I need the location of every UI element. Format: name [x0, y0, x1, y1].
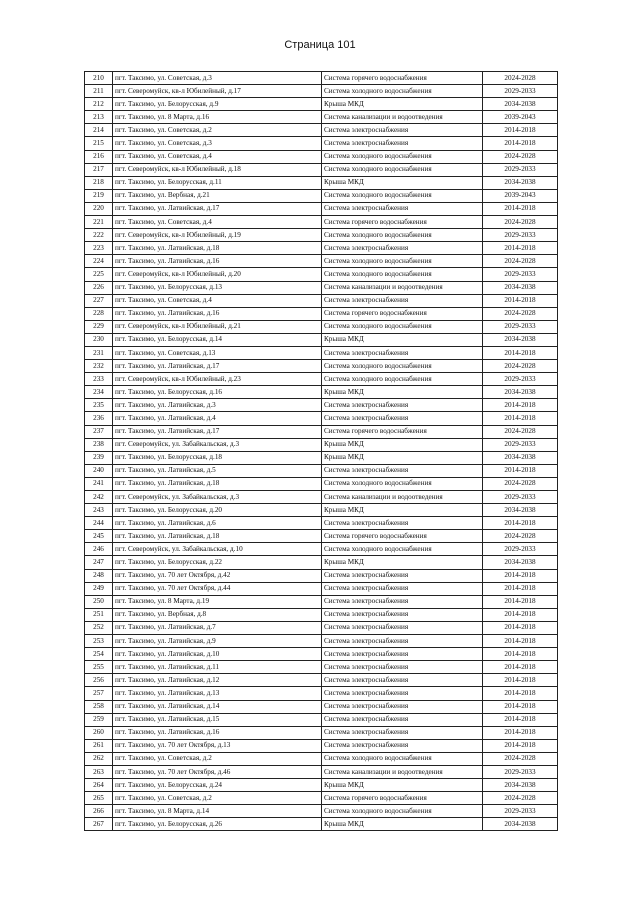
table-row	[85, 726, 558, 739]
period-cell: 2014-2018	[483, 635, 558, 648]
period-cell: 2029-2033	[483, 438, 558, 451]
address-cell: пгт. Таксимо, ул. Белорусская, д.9	[113, 98, 322, 111]
row-number: 262	[85, 752, 113, 765]
row-number: 217	[85, 163, 113, 176]
period-cell: 2024-2028	[483, 360, 558, 373]
period-cell: 2014-2018	[483, 726, 558, 739]
period-cell: 2029-2033	[483, 765, 558, 778]
address-cell: пгт. Таксимо, ул. Белорусская, д.20	[113, 504, 322, 517]
period-cell: 2034-2038	[483, 504, 558, 517]
table-row	[85, 792, 558, 805]
row-number: 267	[85, 818, 113, 831]
table-row	[85, 163, 558, 176]
table-row	[85, 242, 558, 255]
table-row	[85, 582, 558, 595]
row-number: 242	[85, 491, 113, 504]
period-cell: 2024-2028	[483, 255, 558, 268]
row-number: 265	[85, 792, 113, 805]
address-cell: пгт. Таксимо, ул. Белорусская, д.22	[113, 556, 322, 569]
table-row	[85, 360, 558, 373]
period-cell: 2034-2038	[483, 176, 558, 189]
period-cell: 2014-2018	[483, 569, 558, 582]
period-cell: 2014-2018	[483, 124, 558, 137]
row-number: 225	[85, 268, 113, 281]
period-cell: 2014-2018	[483, 517, 558, 530]
address-cell: пгт. Таксимо, ул. Латвийская, д.14	[113, 700, 322, 713]
system-cell: Система канализации и водоотведения	[322, 491, 483, 504]
address-cell: пгт. Таксимо, ул. Латвийская, д.17	[113, 425, 322, 438]
period-cell: 2024-2028	[483, 477, 558, 490]
system-cell: Система холодного водоснабжения	[322, 163, 483, 176]
table-row	[85, 739, 558, 752]
system-cell: Система холодного водоснабжения	[322, 373, 483, 386]
table-row	[85, 111, 558, 124]
address-cell: пгт. Северомуйск, кв-л Юбилейный, д.20	[113, 268, 322, 281]
system-cell: Система холодного водоснабжения	[322, 255, 483, 268]
table-row	[85, 425, 558, 438]
system-cell: Система холодного водоснабжения	[322, 189, 483, 202]
system-cell: Система холодного водоснабжения	[322, 752, 483, 765]
row-number: 241	[85, 477, 113, 490]
system-cell: Система холодного водоснабжения	[322, 85, 483, 98]
row-number: 263	[85, 765, 113, 778]
table-row	[85, 451, 558, 464]
system-cell: Система электроснабжения	[322, 661, 483, 674]
table-row	[85, 595, 558, 608]
address-cell: пгт. Таксимо, ул. 70 лет Октября, д.13	[113, 739, 322, 752]
schedule-table	[84, 71, 558, 831]
table-row	[85, 752, 558, 765]
system-cell: Система электроснабжения	[322, 124, 483, 137]
system-cell: Система канализации и водоотведения	[322, 765, 483, 778]
row-number: 210	[85, 72, 113, 85]
address-cell: пгт. Таксимо, ул. Белорусская, д.18	[113, 451, 322, 464]
address-cell: пгт. Северомуйск, ул. Забайкальская, д.3	[113, 491, 322, 504]
period-cell: 2014-2018	[483, 202, 558, 215]
address-cell: пгт. Северомуйск, кв-л Юбилейный, д.18	[113, 163, 322, 176]
row-number: 219	[85, 189, 113, 202]
row-number: 223	[85, 242, 113, 255]
system-cell: Крыша МКД	[322, 451, 483, 464]
table-row	[85, 765, 558, 778]
address-cell: пгт. Таксимо, ул. Советская, д.4	[113, 216, 322, 229]
system-cell: Система холодного водоснабжения	[322, 268, 483, 281]
period-cell: 2014-2018	[483, 346, 558, 359]
table-row	[85, 464, 558, 477]
period-cell: 2024-2028	[483, 216, 558, 229]
address-cell: пгт. Таксимо, ул. Советская, д.4	[113, 150, 322, 163]
row-number: 240	[85, 464, 113, 477]
row-number: 228	[85, 307, 113, 320]
system-cell: Система холодного водоснабжения	[322, 360, 483, 373]
row-number: 258	[85, 700, 113, 713]
address-cell: пгт. Таксимо, ул. Советская, д.2	[113, 792, 322, 805]
row-number: 261	[85, 739, 113, 752]
row-number: 250	[85, 595, 113, 608]
period-cell: 2014-2018	[483, 608, 558, 621]
period-cell: 2029-2033	[483, 163, 558, 176]
table-row	[85, 713, 558, 726]
table-row	[85, 412, 558, 425]
row-number: 239	[85, 451, 113, 464]
row-number: 222	[85, 229, 113, 242]
table-row	[85, 307, 558, 320]
period-cell: 2029-2033	[483, 320, 558, 333]
row-number: 229	[85, 320, 113, 333]
address-cell: пгт. Таксимо, ул. 70 лет Октября, д.42	[113, 569, 322, 582]
table-row	[85, 556, 558, 569]
table-row	[85, 229, 558, 242]
period-cell: 2024-2028	[483, 72, 558, 85]
system-cell: Система электроснабжения	[322, 582, 483, 595]
row-number: 211	[85, 85, 113, 98]
row-number: 220	[85, 202, 113, 215]
table-row	[85, 399, 558, 412]
system-cell: Система канализации и водоотведения	[322, 111, 483, 124]
table-row	[85, 818, 558, 831]
address-cell: пгт. Таксимо, ул. Латвийская, д.4	[113, 412, 322, 425]
address-cell: пгт. Таксимо, ул. Латвийская, д.7	[113, 621, 322, 634]
period-cell: 2024-2028	[483, 530, 558, 543]
address-cell: пгт. Таксимо, ул. Белорусская, д.16	[113, 386, 322, 399]
table-row	[85, 333, 558, 346]
system-cell: Система электроснабжения	[322, 713, 483, 726]
address-cell: пгт. Таксимо, ул. Латвийская, д.13	[113, 687, 322, 700]
period-cell: 2014-2018	[483, 242, 558, 255]
table-row	[85, 621, 558, 634]
row-number: 216	[85, 150, 113, 163]
address-cell: пгт. Северомуйск, ул. Забайкальская, д.3	[113, 438, 322, 451]
row-number: 235	[85, 399, 113, 412]
row-number: 257	[85, 687, 113, 700]
system-cell: Крыша МКД	[322, 98, 483, 111]
table-row	[85, 72, 558, 85]
address-cell: пгт. Таксимо, ул. Латвийская, д.3	[113, 399, 322, 412]
row-number: 264	[85, 779, 113, 792]
row-number: 256	[85, 674, 113, 687]
address-cell: пгт. Таксимо, ул. Вербная, д.21	[113, 189, 322, 202]
table-row	[85, 477, 558, 490]
period-cell: 2014-2018	[483, 595, 558, 608]
system-cell: Система электроснабжения	[322, 687, 483, 700]
table-row	[85, 661, 558, 674]
period-cell: 2014-2018	[483, 648, 558, 661]
table-row	[85, 320, 558, 333]
address-cell: пгт. Таксимо, ул. 8 Марта, д.19	[113, 595, 322, 608]
system-cell: Крыша МКД	[322, 818, 483, 831]
row-number: 231	[85, 346, 113, 359]
system-cell: Крыша МКД	[322, 504, 483, 517]
table-row	[85, 150, 558, 163]
address-cell: пгт. Таксимо, ул. Советская, д.4	[113, 294, 322, 307]
address-cell: пгт. Таксимо, ул. Латвийская, д.18	[113, 242, 322, 255]
system-cell: Система холодного водоснабжения	[322, 477, 483, 490]
table-row	[85, 687, 558, 700]
address-cell: пгт. Таксимо, ул. 70 лет Октября, д.46	[113, 765, 322, 778]
system-cell: Система электроснабжения	[322, 674, 483, 687]
period-cell: 2024-2028	[483, 752, 558, 765]
table-row	[85, 346, 558, 359]
system-cell: Система электроснабжения	[322, 517, 483, 530]
system-cell: Система электроснабжения	[322, 137, 483, 150]
system-cell: Система горячего водоснабжения	[322, 72, 483, 85]
address-cell: пгт. Таксимо, ул. Советская, д.2	[113, 124, 322, 137]
address-cell: пгт. Таксимо, ул. Латвийская, д.5	[113, 464, 322, 477]
system-cell: Крыша МКД	[322, 176, 483, 189]
row-number: 266	[85, 805, 113, 818]
period-cell: 2034-2038	[483, 779, 558, 792]
row-number: 244	[85, 517, 113, 530]
row-number: 236	[85, 412, 113, 425]
system-cell: Крыша МКД	[322, 333, 483, 346]
table-row	[85, 700, 558, 713]
period-cell: 2014-2018	[483, 412, 558, 425]
row-number: 249	[85, 582, 113, 595]
system-cell: Система электроснабжения	[322, 700, 483, 713]
period-cell: 2029-2033	[483, 373, 558, 386]
period-cell: 2034-2038	[483, 386, 558, 399]
address-cell: пгт. Таксимо, ул. Советская, д.2	[113, 752, 322, 765]
table-row	[85, 608, 558, 621]
period-cell: 2024-2028	[483, 307, 558, 320]
table-row	[85, 202, 558, 215]
table-row	[85, 779, 558, 792]
period-cell: 2014-2018	[483, 713, 558, 726]
table-row	[85, 386, 558, 399]
row-number: 245	[85, 530, 113, 543]
table-row	[85, 255, 558, 268]
period-cell: 2014-2018	[483, 294, 558, 307]
table-row	[85, 569, 558, 582]
period-cell: 2034-2038	[483, 333, 558, 346]
address-cell: пгт. Северомуйск, ул. Забайкальская, д.10	[113, 543, 322, 556]
row-number: 215	[85, 137, 113, 150]
period-cell: 2014-2018	[483, 674, 558, 687]
address-cell: пгт. Таксимо, ул. Латвийская, д.16	[113, 255, 322, 268]
table-row	[85, 543, 558, 556]
row-number: 243	[85, 504, 113, 517]
address-cell: пгт. Таксимо, ул. 70 лет Октября, д.44	[113, 582, 322, 595]
row-number: 218	[85, 176, 113, 189]
row-number: 253	[85, 635, 113, 648]
row-number: 248	[85, 569, 113, 582]
period-cell: 2029-2033	[483, 268, 558, 281]
period-cell: 2029-2033	[483, 543, 558, 556]
period-cell: 2014-2018	[483, 687, 558, 700]
address-cell: пгт. Таксимо, ул. Вербная, д.8	[113, 608, 322, 621]
address-cell: пгт. Таксимо, ул. Советская, д.3	[113, 72, 322, 85]
address-cell: пгт. Таксимо, ул. Латвийская, д.17	[113, 360, 322, 373]
row-number: 234	[85, 386, 113, 399]
table-row	[85, 373, 558, 386]
table-row	[85, 491, 558, 504]
system-cell: Система горячего водоснабжения	[322, 792, 483, 805]
system-cell: Система холодного водоснабжения	[322, 320, 483, 333]
period-cell: 2034-2038	[483, 451, 558, 464]
system-cell: Крыша МКД	[322, 556, 483, 569]
address-cell: пгт. Таксимо, ул. Латвийская, д.18	[113, 477, 322, 490]
table-row	[85, 216, 558, 229]
address-cell: пгт. Северомуйск, кв-л Юбилейный, д.19	[113, 229, 322, 242]
table-row	[85, 805, 558, 818]
address-cell: пгт. Таксимо, ул. Белорусская, д.13	[113, 281, 322, 294]
system-cell: Система горячего водоснабжения	[322, 425, 483, 438]
table-row	[85, 648, 558, 661]
row-number: 259	[85, 713, 113, 726]
system-cell: Система электроснабжения	[322, 608, 483, 621]
schedule-table-body	[85, 72, 558, 831]
address-cell: пгт. Таксимо, ул. Советская, д.3	[113, 137, 322, 150]
period-cell: 2029-2033	[483, 85, 558, 98]
system-cell: Система горячего водоснабжения	[322, 307, 483, 320]
row-number: 212	[85, 98, 113, 111]
system-cell: Система электроснабжения	[322, 621, 483, 634]
table-row	[85, 674, 558, 687]
table-row	[85, 124, 558, 137]
table-row	[85, 635, 558, 648]
period-cell: 2014-2018	[483, 739, 558, 752]
row-number: 247	[85, 556, 113, 569]
period-cell: 2014-2018	[483, 661, 558, 674]
table-row	[85, 98, 558, 111]
period-cell: 2039-2043	[483, 111, 558, 124]
row-number: 238	[85, 438, 113, 451]
system-cell: Система электроснабжения	[322, 635, 483, 648]
system-cell: Система электроснабжения	[322, 726, 483, 739]
period-cell: 2029-2033	[483, 805, 558, 818]
address-cell: пгт. Таксимо, ул. Латвийская, д.11	[113, 661, 322, 674]
period-cell: 2029-2033	[483, 229, 558, 242]
address-cell: пгт. Таксимо, ул. Латвийская, д.18	[113, 530, 322, 543]
address-cell: пгт. Таксимо, ул. Белорусская, д.11	[113, 176, 322, 189]
system-cell: Система электроснабжения	[322, 294, 483, 307]
table-row	[85, 504, 558, 517]
system-cell: Система электроснабжения	[322, 412, 483, 425]
address-cell: пгт. Таксимо, ул. Белорусская, д.14	[113, 333, 322, 346]
address-cell: пгт. Северомуйск, кв-л Юбилейный, д.23	[113, 373, 322, 386]
row-number: 255	[85, 661, 113, 674]
row-number: 246	[85, 543, 113, 556]
address-cell: пгт. Таксимо, ул. Латвийская, д.10	[113, 648, 322, 661]
address-cell: пгт. Таксимо, ул. Латвийская, д.16	[113, 726, 322, 739]
system-cell: Система горячего водоснабжения	[322, 216, 483, 229]
period-cell: 2014-2018	[483, 137, 558, 150]
system-cell: Крыша МКД	[322, 386, 483, 399]
row-number: 251	[85, 608, 113, 621]
period-cell: 2014-2018	[483, 399, 558, 412]
row-number: 254	[85, 648, 113, 661]
system-cell: Система холодного водоснабжения	[322, 150, 483, 163]
row-number: 226	[85, 281, 113, 294]
period-cell: 2014-2018	[483, 464, 558, 477]
system-cell: Система электроснабжения	[322, 346, 483, 359]
period-cell: 2014-2018	[483, 582, 558, 595]
system-cell: Система холодного водоснабжения	[322, 805, 483, 818]
address-cell: пгт. Таксимо, ул. Латвийская, д.17	[113, 202, 322, 215]
address-cell: пгт. Северомуйск, кв-л Юбилейный, д.17	[113, 85, 322, 98]
table-row	[85, 189, 558, 202]
period-cell: 2024-2028	[483, 425, 558, 438]
address-cell: пгт. Таксимо, ул. Советская, д.13	[113, 346, 322, 359]
row-number: 224	[85, 255, 113, 268]
system-cell: Система электроснабжения	[322, 569, 483, 582]
table-row	[85, 176, 558, 189]
table-row	[85, 294, 558, 307]
row-number: 221	[85, 216, 113, 229]
period-cell: 2014-2018	[483, 700, 558, 713]
system-cell: Система электроснабжения	[322, 399, 483, 412]
table-row	[85, 268, 558, 281]
table-row	[85, 281, 558, 294]
table-row	[85, 438, 558, 451]
row-number: 230	[85, 333, 113, 346]
system-cell: Система электроснабжения	[322, 595, 483, 608]
period-cell: 2014-2018	[483, 621, 558, 634]
address-cell: пгт. Таксимо, ул. Белорусская, д.24	[113, 779, 322, 792]
system-cell: Крыша МКД	[322, 779, 483, 792]
address-cell: пгт. Таксимо, ул. 8 Марта, д.16	[113, 111, 322, 124]
system-cell: Система электроснабжения	[322, 464, 483, 477]
system-cell: Система канализации и водоотведения	[322, 281, 483, 294]
table-row	[85, 517, 558, 530]
system-cell: Система электроснабжения	[322, 242, 483, 255]
row-number: 233	[85, 373, 113, 386]
system-cell: Система электроснабжения	[322, 202, 483, 215]
address-cell: пгт. Таксимо, ул. Латвийская, д.9	[113, 635, 322, 648]
system-cell: Система горячего водоснабжения	[322, 530, 483, 543]
period-cell: 2034-2038	[483, 98, 558, 111]
period-cell: 2024-2028	[483, 150, 558, 163]
table-row	[85, 85, 558, 98]
row-number: 214	[85, 124, 113, 137]
row-number: 260	[85, 726, 113, 739]
period-cell: 2039-2043	[483, 189, 558, 202]
address-cell: пгт. Таксимо, ул. Латвийская, д.15	[113, 713, 322, 726]
period-cell: 2034-2038	[483, 281, 558, 294]
system-cell: Система электроснабжения	[322, 739, 483, 752]
address-cell: пгт. Таксимо, ул. 8 Марта, д.14	[113, 805, 322, 818]
row-number: 227	[85, 294, 113, 307]
table-row	[85, 137, 558, 150]
system-cell: Система холодного водоснабжения	[322, 543, 483, 556]
system-cell: Система электроснабжения	[322, 648, 483, 661]
row-number: 237	[85, 425, 113, 438]
table-row	[85, 530, 558, 543]
address-cell: пгт. Таксимо, ул. Латвийская, д.6	[113, 517, 322, 530]
page-title: Страница 101	[284, 39, 356, 51]
system-cell: Система холодного водоснабжения	[322, 229, 483, 242]
row-number: 232	[85, 360, 113, 373]
system-cell: Крыша МКД	[322, 438, 483, 451]
period-cell: 2024-2028	[483, 792, 558, 805]
period-cell: 2034-2038	[483, 556, 558, 569]
period-cell: 2029-2033	[483, 491, 558, 504]
row-number: 213	[85, 111, 113, 124]
address-cell: пгт. Северомуйск, кв-л Юбилейный, д.21	[113, 320, 322, 333]
period-cell: 2034-2038	[483, 818, 558, 831]
address-cell: пгт. Таксимо, ул. Белорусская, д.26	[113, 818, 322, 831]
row-number: 252	[85, 621, 113, 634]
address-cell: пгт. Таксимо, ул. Латвийская, д.16	[113, 307, 322, 320]
address-cell: пгт. Таксимо, ул. Латвийская, д.12	[113, 674, 322, 687]
